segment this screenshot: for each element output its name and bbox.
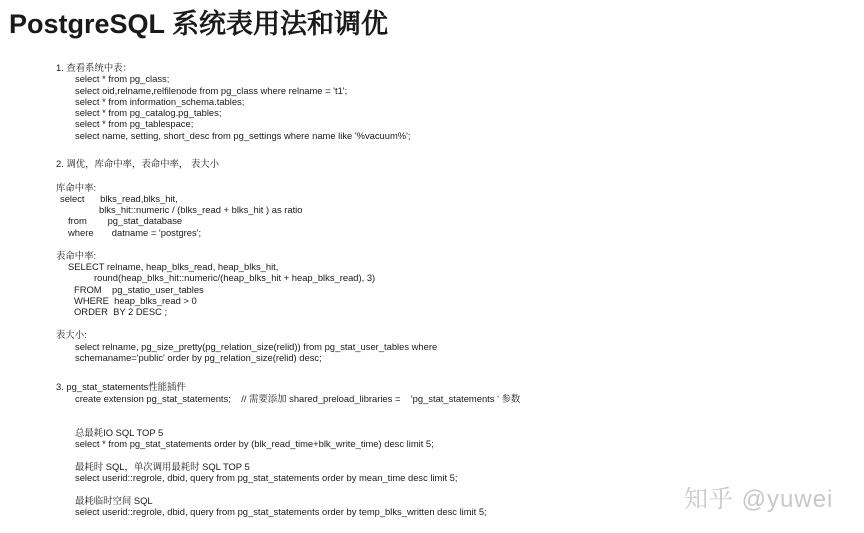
sql-line: ORDER BY 2 DESC ; <box>74 306 168 317</box>
time-top-label: 最耗时 SQL，单次调用最耗时 SQL TOP 5 <box>75 461 250 472</box>
section-1-heading: 1. 查看系统中表： <box>56 62 133 73</box>
sql-line: select * from pg_tablespace; <box>75 118 194 129</box>
table-size-label: 表大小: <box>56 329 87 340</box>
section-3-heading: 3. pg_stat_statements性能插件 <box>56 381 186 392</box>
sql-line: round(heap_blks_hit::numeric/(heap_blks_hit + heap_blks_read), 3) <box>94 272 376 283</box>
sql-line: select * from pg_catalog.pg_tables; <box>75 107 222 118</box>
sql-line: schemaname='public' order by pg_relation_size(relid) desc; <box>75 352 322 363</box>
page-title: PostgreSQL 系统表用法和调优 <box>9 9 389 39</box>
sql-line: from pg_stat_database <box>68 215 183 226</box>
section-2-heading: 2. 调优，库命中率，表命中率， 表大小 <box>56 158 220 169</box>
sql-line: select relname, pg_size_pretty(pg_relation_size(relid)) from pg_stat_user_tables where <box>75 341 438 352</box>
io-top-label: 总最耗IO SQL TOP 5 <box>75 427 164 438</box>
sql-line: create extension pg_stat_statements; // 需要添加 shared_preload_libraries = 'pg_stat_statements ' 参数 <box>75 393 521 404</box>
sql-line: select oid,relname,relfilenode from pg_class where relname = 't1'; <box>75 85 348 96</box>
sql-line: FROM pg_statio_user_tables <box>74 284 204 295</box>
sql-line: select userid::regrole, dbid, query from pg_stat_statements order by mean_time desc limit 5; <box>75 472 458 483</box>
sql-line: select * from information_schema.tables; <box>75 96 245 107</box>
temp-top-label: 最耗临时空间 SQL <box>75 495 153 506</box>
sql-line: select userid::regrole, dbid, query from pg_stat_statements order by temp_blks_written desc limit 5; <box>75 506 487 517</box>
sql-line: blks_hit::numeric / (blks_read + blks_hit ) as ratio <box>99 204 303 215</box>
watermark: 知乎 @yuwei <box>684 486 834 513</box>
table-hit-ratio-label: 表命中率: <box>56 250 97 261</box>
sql-line: select name, setting, short_desc from pg_settings where name like '%vacuum%'; <box>75 130 411 141</box>
sql-line: where datname = 'postgres'; <box>68 227 202 238</box>
sql-line: WHERE heap_blks_read > 0 <box>74 295 197 306</box>
sql-line: select blks_read,blks_hit, <box>60 193 178 204</box>
sql-line: select * from pg_stat_statements order by (blk_read_time+blk_write_time) desc limit 5; <box>75 438 434 449</box>
db-hit-ratio-label: 库命中率: <box>56 182 97 193</box>
sql-line: SELECT relname, heap_blks_read, heap_blks_hit, <box>68 261 279 272</box>
sql-line: select * from pg_class; <box>75 73 170 84</box>
